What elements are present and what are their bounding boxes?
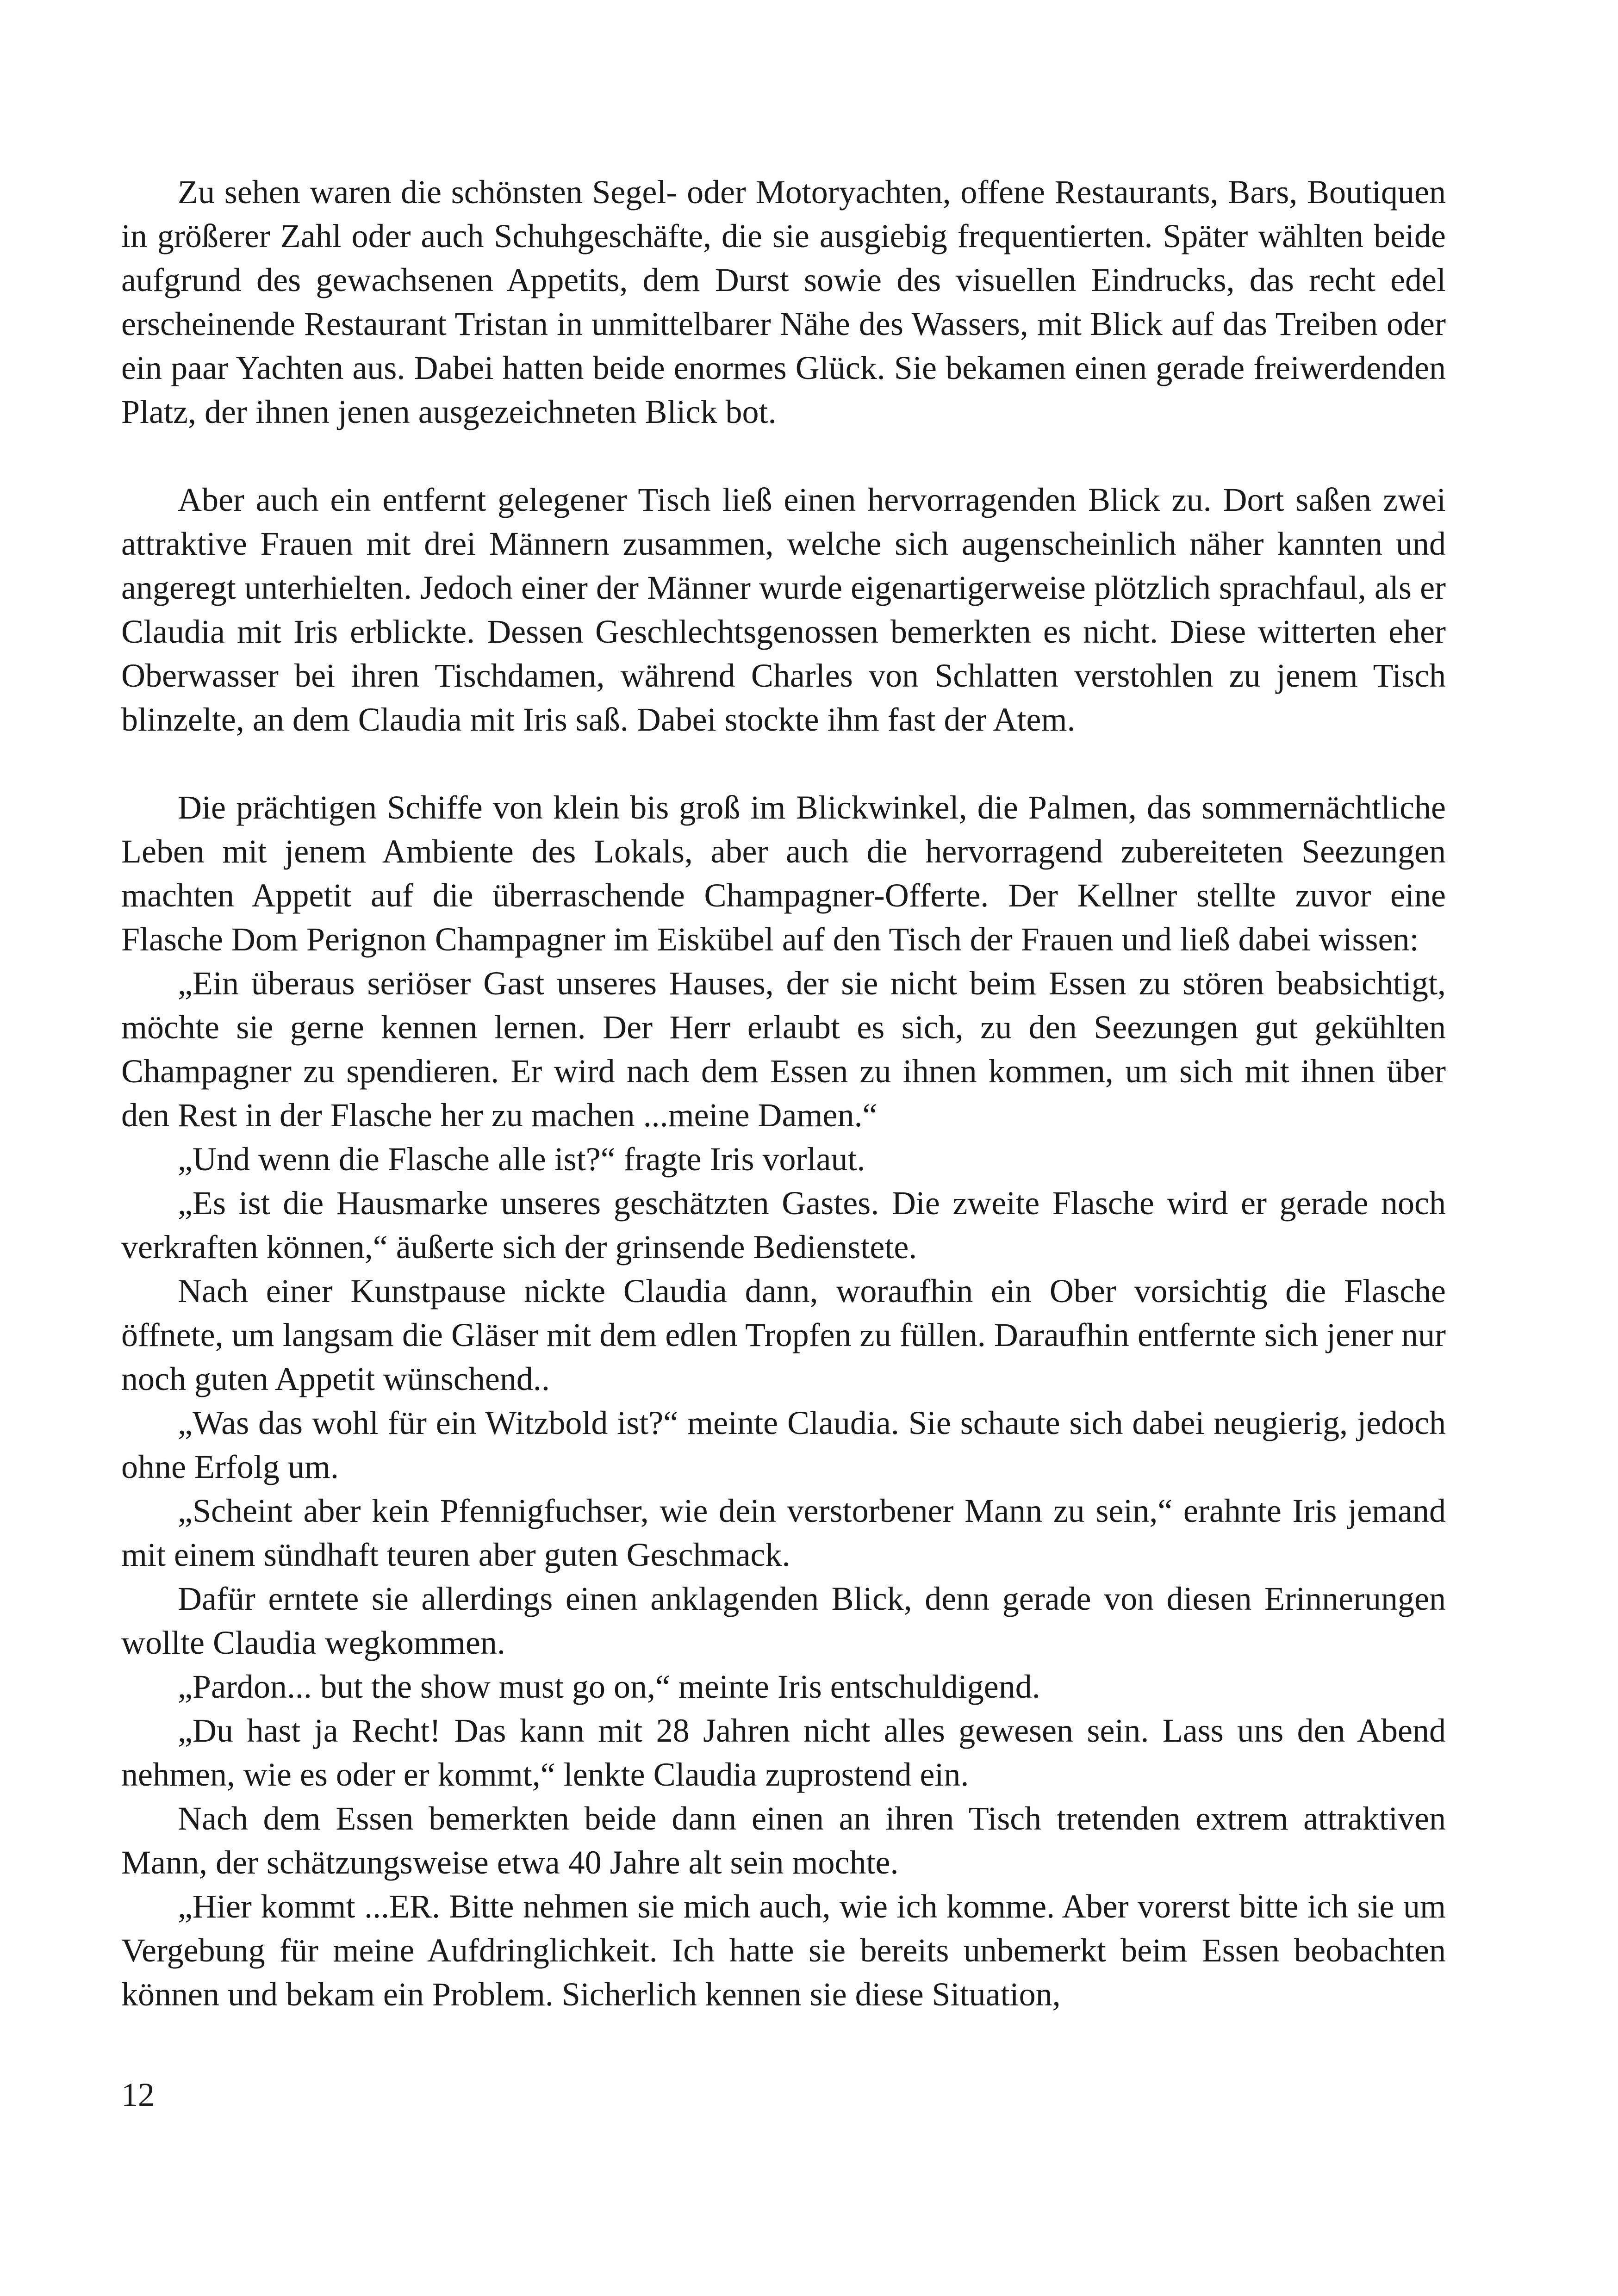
paragraph: „Ein überaus seriöser Gast unseres Hauses, der sie nicht beim Essen zu stören beabsichtigt, möchte sie gerne kennen lernen. Der Herr erlaubt es sich, zu den Seezungen gut gekühlten Champagner zu spendieren. Er wird nach dem Essen zu ihnen kommen, um sich mit ihnen über den Rest in der Flasche her zu machen ...meine Damen.“ <box>121 965 1446 1134</box>
paragraph: „Pardon... but the show must go on,“ meinte Iris entschuldigend. <box>178 1668 1040 1705</box>
paragraph: Die prächtigen Schiffe von klein bis groß im Blickwinkel, die Palmen, das sommernächtliche Leben mit jenem Ambiente des Lokals, aber auch die hervorragend zubereiteten Seezungen machten Appetit auf die überraschende Champagner-Offerte. Der Kellner stellte zuvor eine Flasche Dom Perignon Champagner im Eiskübel auf den Tisch der Frauen und ließ dabei wissen: <box>121 789 1446 958</box>
paragraph: „Es ist die Hausmarke unseres geschätzten Gastes. Die zweite Flasche wird er gerade noch verkraften können,“ äußerte sich der grinsende Bedienstete. <box>121 1185 1446 1266</box>
paragraph: Nach dem Essen bemerkten beide dann einen an ihren Tisch tretenden extrem attraktiven Mann, der schätzungsweise etwa 40 Jahre alt sein mochte. <box>121 1800 1446 1881</box>
body-text <box>121 170 1446 2017</box>
paragraph: „Scheint aber kein Pfennigfuchser, wie dein verstorbener Mann zu sein,“ erahnte Iris jemand mit einem sündhaft teuren aber guten Geschmack. <box>121 1492 1446 1573</box>
paragraph: „Hier kommt ...ER. Bitte nehmen sie mich auch, wie ich komme. Aber vorerst bitte ich sie um Vergebung für meine Aufdringlichkeit. Ich hatte sie bereits unbemerkt beim Essen beobachten können und bekam ein Problem. Sicherlich kennen sie diese Situation, <box>121 1888 1446 2013</box>
paragraph: Aber auch ein entfernt gelegener Tisch ließ einen hervorragenden Blick zu. Dort saßen zwei attraktive Frauen mit drei Männern zusammen, welche sich augenscheinlich näher kannten und angeregt unterhielten. Jedoch einer der Männer wurde eigenartigerweise plötzlich sprachfaul, als er Claudia mit Iris erblickte. Dessen Geschlechtsgenossen bemerkten es nicht. Diese witterten eher Oberwasser bei ihren Tischdamen, während Charles von Schlatten verstohlen zu jenem Tisch blinzelte, an dem Claudia mit Iris saß. Dabei stockte ihm fast der Atem. <box>121 481 1446 738</box>
paragraph: Dafür erntete sie allerdings einen anklagenden Blick, denn gerade von diesen Erinnerungen wollte Claudia wegkommen. <box>121 1580 1446 1661</box>
paragraph: „Und wenn die Flasche alle ist?“ fragte Iris vorlaut. <box>178 1141 865 1178</box>
paragraph: Zu sehen waren die schönsten Segel- oder Motoryachten, offene Restaurants, Bars, Boutiquen in größerer Zahl oder auch Schuhgeschäfte, die sie ausgiebig frequentierten. Später wählten beide aufgrund des gewachsenen Appetits, dem Durst sowie des visuellen Eindrucks, das recht edel erscheinende Restaurant Tristan in unmittelbarer Nähe des Wassers, mit Blick auf das Treiben oder ein paar Yachten aus. Dabei hatten beide enormes Glück. Sie bekamen einen gerade freiwerdenden Platz, der ihnen jenen ausgezeichneten Blick bot. <box>121 174 1446 430</box>
paragraph: Nach einer Kunstpause nickte Claudia dann, woraufhin ein Ober vorsichtig die Flasche öffnete, um langsam die Gläser mit dem edlen Tropfen zu füllen. Daraufhin entfernte sich jener nur noch guten Appetit wünschend.. <box>121 1272 1446 1397</box>
paragraph: „Was das wohl für ein Witzbold ist?“ meinte Claudia. Sie schaute sich dabei neugierig, jedoch ohne Erfolg um. <box>121 1404 1446 1485</box>
page-number: 12 <box>121 2076 155 2113</box>
paragraph: „Du hast ja Recht! Das kann mit 28 Jahren nicht alles gewesen sein. Lass uns den Abend nehmen, wie es oder er kommt,“ lenkte Claudia zuprostend ein. <box>121 1712 1446 1793</box>
